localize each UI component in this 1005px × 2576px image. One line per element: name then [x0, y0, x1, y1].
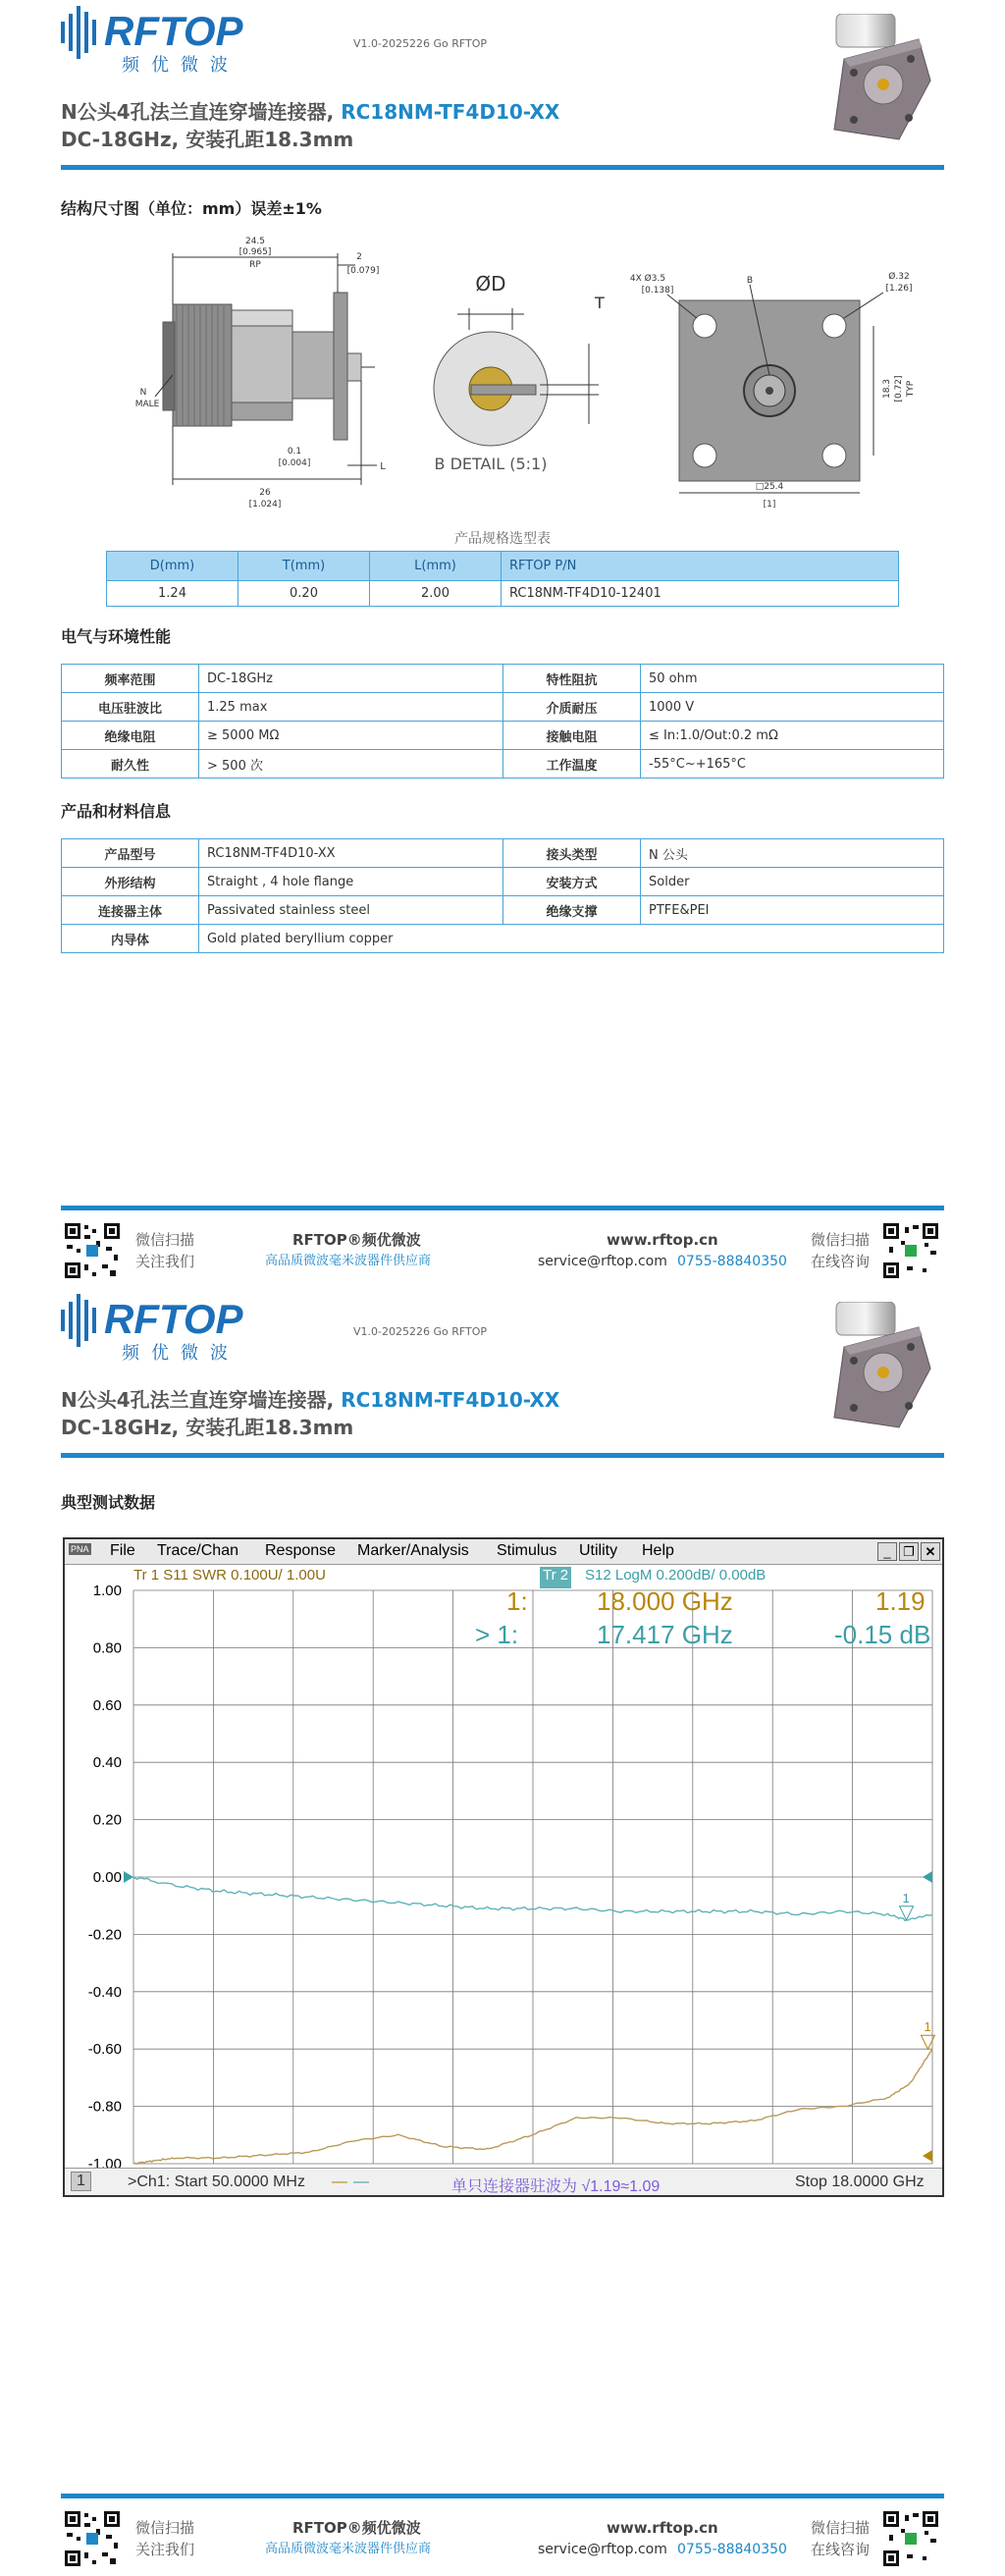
y-tick-label: 0.20	[92, 1811, 122, 1829]
marker2-freq: 17.417 GHz	[597, 1620, 733, 1649]
footer-wechat-scan: 微信扫描	[135, 2519, 195, 2537]
page-title	[61, 1384, 559, 1413]
marker-1-number: 1	[924, 2019, 931, 2035]
spec-cell-pn: RC18NM-TF4D10-12401	[502, 581, 899, 607]
y-tick-label: 0.60	[92, 1696, 122, 1714]
cell-value: 1000 V	[641, 693, 944, 722]
cell-value: Gold plated beryllium copper	[199, 925, 944, 953]
dimension-drawing	[98, 228, 942, 522]
start-frequency[interactable]: >Ch1: Start 50.0000 MHz	[128, 2174, 305, 2190]
footer-wechat-scan: 微信扫描	[135, 1231, 195, 1249]
spec-table	[106, 551, 899, 607]
electrical-table	[61, 664, 944, 778]
material-table	[61, 838, 944, 953]
footer-online: 在线咨询	[811, 1253, 871, 1270]
cell-value: PTFE&PEI	[641, 896, 944, 925]
menu-utility[interactable]: Utility	[579, 1542, 618, 1559]
cell-label: 电压驻波比	[62, 693, 199, 722]
cell-value: Solder	[641, 868, 944, 896]
section-dimensions-title: 结构尺寸图（单位：mm）误差±1%	[61, 199, 322, 218]
close-icon[interactable]: ✕	[921, 1542, 940, 1561]
footer-slogan: 高品质微波毫米波器件供应商	[265, 2542, 432, 2556]
spec-header-pn: RFTOP P/N	[502, 552, 899, 581]
spec-table-header	[107, 552, 899, 581]
menu-stimulus[interactable]: Stimulus	[497, 1542, 557, 1559]
page-subtitle: DC-18GHz, 安装孔距18.3mm	[61, 128, 354, 151]
table-row	[62, 665, 944, 693]
vna-menubar	[65, 1539, 942, 1565]
note-text: 单只连接器驻波为 √1.19≈1.09	[451, 2178, 661, 2195]
page-title	[61, 96, 559, 125]
b-detail-view	[434, 272, 605, 473]
y-tick-label: 0.80	[92, 1639, 122, 1657]
marker1-value: 1.19	[875, 1586, 926, 1616]
spec-header-t: T(mm)	[238, 552, 370, 581]
trace2-tag[interactable]: Tr 2	[540, 1567, 571, 1588]
dim-26-label: 26	[259, 488, 271, 498]
title-prefix: N公头4孔法兰直连穿墙连接器,	[61, 1388, 342, 1412]
restore-icon[interactable]: ❐	[899, 1542, 919, 1561]
spec-header-d: D(mm)	[107, 552, 238, 581]
cell-label: 介质耐压	[503, 693, 641, 722]
table-row	[62, 868, 944, 896]
spec-header-l: L(mm)	[370, 552, 502, 581]
spec-cell-d: 1.24	[107, 581, 238, 607]
dim-032-inch: [1.26]	[885, 284, 913, 294]
dim-2-inch: [0.079]	[346, 266, 380, 276]
footer-online: 在线咨询	[811, 2541, 871, 2558]
cell-value: DC-18GHz	[199, 665, 503, 693]
table-row	[107, 581, 899, 607]
cell-label: 内导体	[62, 925, 199, 953]
cell-label: 外形结构	[62, 868, 199, 896]
footer-company: RFTOP®频优微波	[292, 2519, 421, 2537]
dim-b-label: B	[746, 276, 754, 286]
cell-value: ≥ 5000 MΩ	[199, 722, 503, 750]
dim-01-inch: [0.004]	[278, 458, 311, 468]
y-tick-labels	[88, 1583, 122, 2168]
ref-arrow-left	[124, 1871, 133, 1883]
label-male: MALE	[134, 400, 160, 409]
menu-marker-analysis[interactable]: Marker/Analysis	[357, 1542, 469, 1559]
header-rule	[61, 165, 944, 170]
cell-label: 频率范围	[62, 665, 199, 693]
label-n: N	[139, 388, 147, 398]
vna-screen	[63, 1537, 944, 2197]
dim-t-label: T	[595, 294, 605, 312]
footer-email[interactable]: service@rftop.com	[538, 1254, 667, 1269]
cell-value: Straight , 4 hole flange	[199, 868, 503, 896]
dim-top-label: 24.5	[244, 237, 266, 246]
page-subtitle: DC-18GHz, 安装孔距18.3mm	[61, 1416, 354, 1439]
swr-legend-icon: —	[332, 2174, 347, 2190]
footer-website[interactable]: www.rftop.cn	[607, 1231, 718, 1249]
y-tick-label: -0.20	[87, 1926, 122, 1944]
table-row	[62, 839, 944, 868]
marker2-value: -0.15 dB	[834, 1620, 931, 1649]
qr-code-icon	[881, 2509, 940, 2568]
y-tick-label: -1.00	[87, 2156, 122, 2168]
menu-response[interactable]: Response	[265, 1542, 337, 1559]
trace2-header[interactable]: S12 LogM 0.200dB/ 0.00dB	[585, 1567, 767, 1583]
menu-trace-chan[interactable]: Trace/Chan	[157, 1542, 238, 1559]
footer-phone: 0755-88840350	[677, 2542, 787, 2557]
menu-file[interactable]: File	[110, 1542, 135, 1559]
brand-cn: 频优微波	[122, 55, 239, 76]
footer-wechat-scan-right: 微信扫描	[811, 2519, 871, 2537]
spec-cell-t: 0.20	[238, 581, 370, 607]
marker-2-number: 1	[902, 1890, 910, 1905]
cell-label: 特性阻抗	[503, 665, 641, 693]
svg-text:RFTOP: RFTOP	[104, 8, 243, 54]
phi-d-label: ØD	[475, 272, 506, 295]
dim-183-inch: [0.72]	[894, 375, 904, 402]
table-row	[62, 925, 944, 953]
dim-2-label: 2	[356, 252, 362, 262]
product-image	[815, 14, 942, 141]
dim-rp-label: RP	[249, 260, 261, 270]
header-rule	[61, 1453, 944, 1458]
svg-text:RFTOP: RFTOP	[104, 1296, 243, 1342]
dim-183-label: 18.3	[882, 378, 892, 400]
channel-indicator[interactable]: 1	[71, 2172, 91, 2191]
cell-value: -55°C~+165°C	[641, 750, 944, 778]
section-test-title: 典型测试数据	[61, 1493, 156, 1512]
y-tick-label: -0.80	[87, 2098, 122, 2116]
cell-value: N 公头	[641, 839, 944, 868]
title-prefix: N公头4孔法兰直连穿墙连接器,	[61, 100, 342, 124]
cell-value: > 500 次	[199, 750, 503, 778]
holes-label: 4X Ø3.5	[629, 274, 666, 284]
y-tick-label: 0.40	[92, 1754, 122, 1772]
dim-26-inch: [1.024]	[248, 500, 282, 510]
cell-label: 绝缘电阻	[62, 722, 199, 750]
dim-254-inch: [1]	[763, 500, 776, 510]
holes-inch: [0.138]	[641, 286, 674, 295]
flange-front-view	[630, 271, 916, 510]
minimize-icon[interactable]: _	[877, 1542, 897, 1561]
y-tick-label: 0.00	[92, 1869, 122, 1886]
footer-company: RFTOP®频优微波	[292, 1231, 421, 1249]
table-row	[62, 693, 944, 722]
section-electrical-title: 电气与环境性能	[61, 627, 172, 646]
dim-typ-label: TYP	[906, 380, 916, 398]
dim-top-inch: [0.965]	[238, 247, 272, 257]
footer-rule	[61, 1206, 944, 1210]
footer-email[interactable]: service@rftop.com	[538, 2542, 667, 2557]
dim-032-label: Ø.32	[888, 272, 910, 282]
marker1-label: 1:	[506, 1586, 528, 1616]
cell-value: 50 ohm	[641, 665, 944, 693]
title-part-number: RC18NM-TF4D10-XX	[341, 1388, 560, 1412]
pna-icon: PNA	[71, 1544, 89, 1554]
cell-label: 耐久性	[62, 750, 199, 778]
cell-value: 1.25 max	[199, 693, 503, 722]
footer-follow-us: 关注我们	[135, 2541, 195, 2558]
cell-label: 接头类型	[503, 839, 641, 868]
dim-l-label: L	[380, 461, 386, 472]
y-tick-label: -0.60	[87, 2041, 122, 2059]
qr-code-icon	[63, 2509, 122, 2568]
vna-status-bar	[65, 2168, 942, 2195]
vna-plot	[65, 1565, 942, 2168]
brand-cn: 频优微波	[122, 1343, 239, 1364]
marker1-freq: 18.000 GHz	[597, 1586, 733, 1616]
cell-label: 产品型号	[62, 839, 199, 868]
product-image	[815, 1302, 942, 1429]
footer-wechat-scan-right: 微信扫描	[811, 1231, 871, 1249]
table-row	[62, 722, 944, 750]
y-tick-label: -0.40	[87, 1983, 122, 2001]
cell-value: ≤ In:1.0/Out:0.2 mΩ	[641, 722, 944, 750]
cell-label: 连接器主体	[62, 896, 199, 925]
cell-value: Passivated stainless steel	[199, 896, 503, 925]
title-part-number: RC18NM-TF4D10-XX	[341, 100, 560, 124]
cell-label: 绝缘支撑	[503, 896, 641, 925]
version-text: V1.0-2025226 Go RFTOP	[353, 37, 488, 50]
footer-slogan: 高品质微波毫米波器件供应商	[265, 1254, 432, 1268]
spec-cell-l: 2.00	[370, 581, 502, 607]
side-view	[163, 293, 375, 440]
y-tick-label: 1.00	[92, 1583, 122, 1599]
ref-arrow-right	[923, 1871, 932, 1883]
qr-code-icon	[63, 1221, 122, 1280]
spec-table-caption: 产品规格选型表	[454, 531, 551, 547]
section-material-title: 产品和材料信息	[61, 802, 172, 821]
ref-arrow-swr	[923, 2150, 932, 2162]
datasheet-page-2	[0, 1288, 1005, 2576]
plot-grid	[133, 1590, 932, 2164]
logm-legend-icon: —	[353, 2174, 369, 2190]
footer-website[interactable]: www.rftop.cn	[607, 2519, 718, 2537]
trace1-header[interactable]: Tr 1 S11 SWR 0.100U/ 1.00U	[133, 1567, 326, 1583]
cell-label: 安装方式	[503, 868, 641, 896]
marker2-label: > 1:	[475, 1620, 519, 1649]
b-detail-label: B DETAIL (5:1)	[434, 455, 548, 473]
menu-help[interactable]: Help	[642, 1542, 674, 1559]
footer-phone: 0755-88840350	[677, 1254, 787, 1269]
footer-rule	[61, 2494, 944, 2498]
table-row	[62, 750, 944, 778]
version-text: V1.0-2025226 Go RFTOP	[353, 1325, 488, 1338]
qr-code-icon	[881, 1221, 940, 1280]
dim-254-label: □25.4	[755, 482, 784, 492]
table-row	[62, 896, 944, 925]
dim-01-label: 0.1	[287, 447, 302, 456]
cell-value: RC18NM-TF4D10-XX	[199, 839, 503, 868]
footer-follow-us: 关注我们	[135, 1253, 195, 1270]
cell-label: 接触电阻	[503, 722, 641, 750]
cell-label: 工作温度	[503, 750, 641, 778]
stop-frequency[interactable]: Stop 18.0000 GHz	[795, 2174, 925, 2190]
